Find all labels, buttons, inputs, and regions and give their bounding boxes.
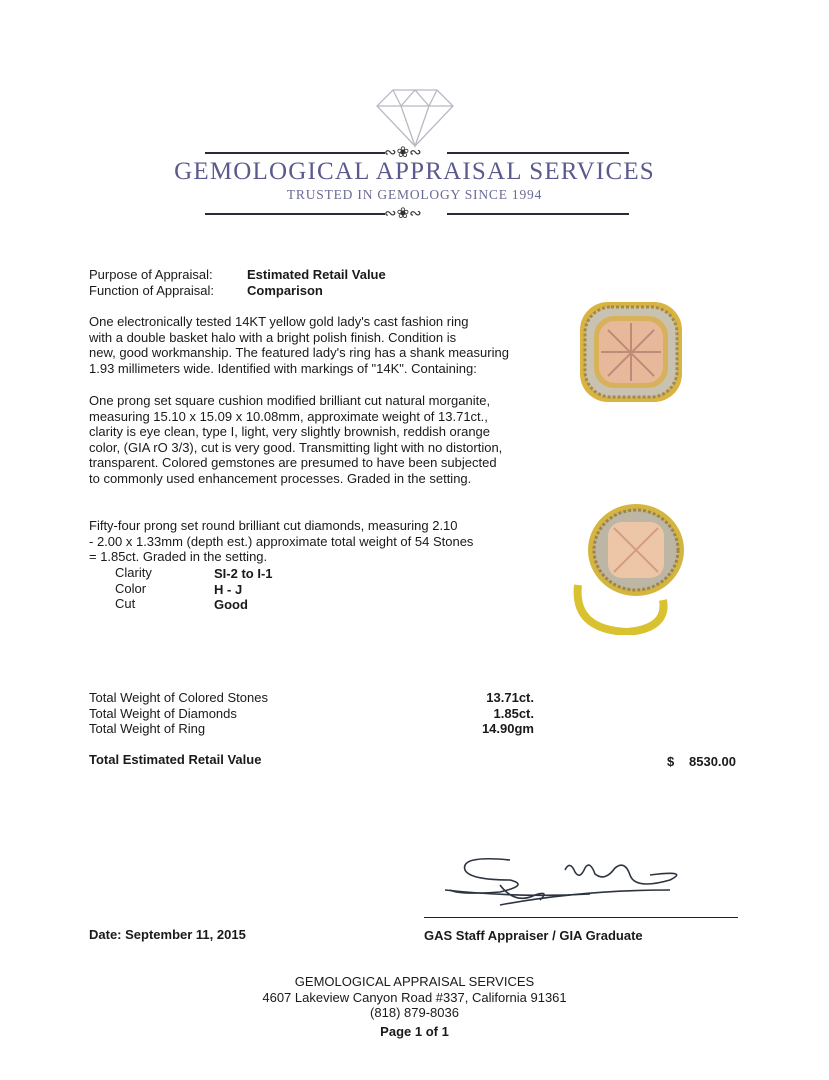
- text-line: new, good workmanship. The featured lady's ring has a shank measuring: [89, 345, 509, 361]
- text-line: One electronically tested 14KT yellow gold lady's cast fashion ring: [89, 314, 469, 329]
- text-line: color, (GIA rO 3/3), cut is very good. Transmitting light with no distortion,: [89, 439, 503, 455]
- grade-labels: [115, 565, 152, 612]
- logo-title: GEMOLOGICAL APPRAISAL SERVICES: [174, 158, 655, 185]
- ornament-icon: ∾❀∾: [384, 144, 422, 161]
- appraisal-date: Date: September 11, 2015: [89, 927, 246, 942]
- totals-labels: [89, 690, 268, 737]
- signature-line: [424, 917, 738, 918]
- gemstone-paragraph: [89, 393, 502, 487]
- text-line: Fifty-four prong set round brilliant cut diamonds, measuring 2.10: [89, 518, 458, 533]
- footer-phone: (818) 879-8036: [370, 1005, 459, 1021]
- cut-value: Good: [214, 597, 248, 613]
- ornament-icon: ∾❀∾: [384, 205, 422, 222]
- text-line: transparent. Colored gemstones are presumed to have been subjected: [89, 455, 497, 471]
- text-line: measuring 15.10 x 15.09 x 10.08mm, approximate weight of 13.71ct.,: [89, 408, 488, 424]
- function-value: Comparison: [247, 283, 323, 298]
- text-line: with a double basket halo with a bright polish finish. Condition is: [89, 329, 457, 345]
- diamonds-paragraph: [89, 518, 473, 565]
- purpose-value: Estimated Retail Value: [247, 267, 386, 282]
- retail-label: Total Estimated Retail Value: [89, 752, 262, 767]
- signer-title: GAS Staff Appraiser / GIA Graduate: [424, 928, 643, 943]
- page-number: Page 1 of 1: [380, 1023, 449, 1039]
- text-line: to commonly used enhancement processes. Graded in the setting.: [89, 470, 472, 486]
- ring-side-view-image: [568, 500, 688, 635]
- signature-image: [440, 850, 690, 920]
- clarity-label: Clarity: [115, 565, 152, 580]
- retail-value: 8530.00: [689, 754, 736, 769]
- grade-values: [214, 566, 273, 613]
- text-line: - 2.00 x 1.33mm (depth est.) approximate total weight of 54 Stones: [89, 533, 474, 549]
- totals-values: [482, 690, 534, 737]
- description-paragraph: [89, 314, 509, 376]
- total-diamonds-label: Total Weight of Diamonds: [89, 705, 237, 721]
- footer-company: GEMOLOGICAL APPRAISAL SERVICES: [294, 974, 535, 989]
- footer: [0, 974, 829, 1039]
- function-label: Function of Appraisal:: [89, 283, 215, 298]
- text-line: clarity is eye clean, type I, light, very slightly brownish, reddish orange: [89, 424, 491, 440]
- clarity-value: SI-2 to I-1: [214, 566, 273, 581]
- footer-address: 4607 Lakeview Canyon Road #337, California 91361: [262, 989, 567, 1005]
- ring-top-view-image: [578, 300, 684, 404]
- cut-label: Cut: [115, 596, 136, 612]
- color-label: Color: [115, 580, 147, 596]
- logo-tagline: TRUSTED IN GEMOLOGY SINCE 1994: [286, 187, 543, 202]
- total-colored-value: 13.71ct.: [486, 690, 534, 705]
- purpose-label: Purpose of Appraisal:: [89, 267, 213, 282]
- text-line: = 1.85ct. Graded in the setting.: [89, 549, 268, 565]
- total-diamonds-value: 1.85ct.: [493, 705, 534, 721]
- text-line: One prong set square cushion modified brilliant cut natural morganite,: [89, 393, 491, 408]
- color-value: H - J: [214, 581, 243, 597]
- diamond-logo-icon: [375, 88, 455, 150]
- total-ring-label: Total Weight of Ring: [89, 721, 206, 737]
- total-ring-value: 14.90gm: [481, 721, 534, 737]
- text-line: 1.93 millimeters wide. Identified with markings of "14K". Containing:: [89, 360, 477, 376]
- retail-currency: $: [667, 754, 675, 769]
- total-colored-label: Total Weight of Colored Stones: [89, 690, 268, 705]
